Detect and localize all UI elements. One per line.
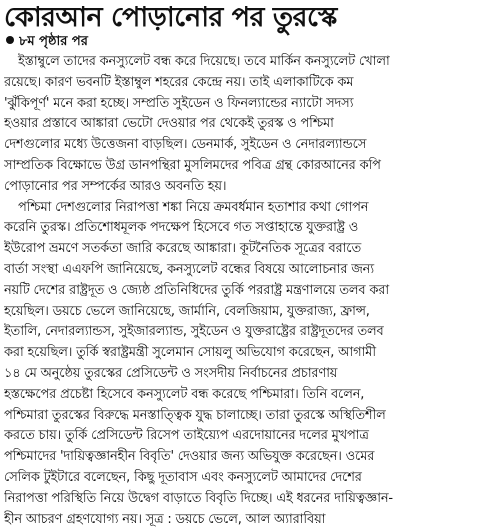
body-line: হওয়ার প্রস্তাবে আঙ্কারা ভেটো দেওয়ার পর থেকেই তুরস্ক ও পশ্চিমা [4,116,334,132]
body-line: পশ্চিমা দেশগুলোর নিরাপত্তা শঙ্কা নিয়ে ক্রমবর্ধমান হতাশার কথা গোপন [18,199,369,215]
body-line: দেশগুলোর মধ্যে উত্তেজনা বাড়ছিল। ডেনমার্ক, সুইডেন ও নেদারল্যান্ডসে [4,137,367,153]
body-line: হস্তক্ষেপের প্রচেষ্টা হিসেবে কনস্যুলেট বন্ধ করেছে পশ্চিমারা। তিনি বলেন, [4,386,365,402]
continued-from-label [6,33,88,51]
body-line: হীন আচরণ গ্রহণযোগ্য নয়। সূত্র : ডয়চে ভেলে, আল অ্যারাবিয়া [4,511,326,527]
body-line: ইউরোপ ভ্রমণে সতর্কতা জারি করেছে আঙ্কারা। কূটনৈতিক সূত্রের বরাতে [4,241,362,257]
continued-from-text: ৮ম পৃষ্ঠার পর [19,34,88,49]
body-line: করতে চায়। তুর্কি প্রেসিডেন্ট রিসেপ তাইয়্যেপ এরদোয়ানের দলের মুখপাত্র [4,428,369,444]
body-line: হয়েছিল। ডয়চে ভেলে জানিয়েছে, জার্মানি, বেলজিয়াম, যুক্তরাজ্য, ফ্রান্স, [4,303,370,319]
body-line: করেনি তুরস্ক। প্রতিশোধমূলক পদক্ষেপ হিসেবে গত সপ্তাহান্তে যুক্তরাষ্ট্র ও [4,220,359,236]
article-body [4,52,476,530]
body-line: পোড়ানোর পর সম্পর্কের আরও অবনতি হয়। [4,178,227,194]
body-line: নয়টি দেশের রাষ্ট্রদূত ও জ্যেষ্ঠ প্রতিনিধিদের তুর্কি পররাষ্ট্র মন্ত্রণালয়ে তলব করা [4,282,389,298]
bullet-icon [6,36,14,44]
body-line: বার্তা সংস্থা এএফপি জানিয়েছে, কনস্যুলেট বন্ধের বিষয়ে আলোচনার জন্য [4,261,374,277]
body-line: সাম্প্রতিক বিক্ষোভে উগ্র ডানপন্থিরা মুসলিমদের পবিত্র গ্রন্থ কোরআনের কপি [4,157,381,173]
body-line: পশ্চিমাদের 'দায়িত্বজ্ঞানহীন বিবৃতি' দেওয়ার জন্য অভিযুক্ত করেছেন। ওমের [4,449,375,465]
body-line: রয়েছে। কারণ ভবনটি ইস্তাম্বুল শহরের কেন্দ্রে নয়। তাই এলাকাটিকে কম [4,74,354,90]
body-line: নিরাপত্তা পরিস্থিতি নিয়ে উদ্বেগ বাড়াতে বিবৃতি দিচ্ছে। এই ধরনের দায়িত্বজ্ঞান- [4,490,393,506]
body-line: ইতালি, নেদারল্যান্ডস, সুইজারল্যান্ড, সুইডেন ও যুক্তরাষ্ট্রের রাষ্ট্রদূতদের তলব [4,324,384,340]
body-line: করা হয়েছিল। তুর্কি স্বরাষ্ট্রমন্ত্রী সুলেমান সোয়লু অভিযোগ করেছেন, আগামী [4,345,376,361]
body-line: ১৪ মে অনুষ্ঠেয় তুরস্কের প্রেসিডেন্ট ও সংসদীয় নির্বাচনের প্রচারণায় [4,365,338,381]
body-line: পশ্চিমারা তুরস্কের বিরুদ্ধে মনস্তাত্ত্বিক যুদ্ধ চালাচ্ছে। তারা তুরস্কে অস্থিতিশীল [4,407,386,423]
body-line: 'ঝুঁকিপূর্ণ' মনে করা হচ্ছে। সম্প্রতি সুইডেন ও ফিনল্যান্ডের ন্যাটো সদস্য [4,95,354,111]
body-line: ইস্তাম্বুলে তাদের কনস্যুলেট বন্ধ করে দিয়েছে। তবে মার্কিন কনস্যুলেট খোলা [18,54,390,69]
body-line: সেলিক টুইটারে বলেছেন, কিছু দূতাবাস এবং কনস্যুলেট আমাদের দেশের [4,469,362,485]
headline: কোরআন পোড়ানোর পর তুরস্কে [4,2,337,33]
